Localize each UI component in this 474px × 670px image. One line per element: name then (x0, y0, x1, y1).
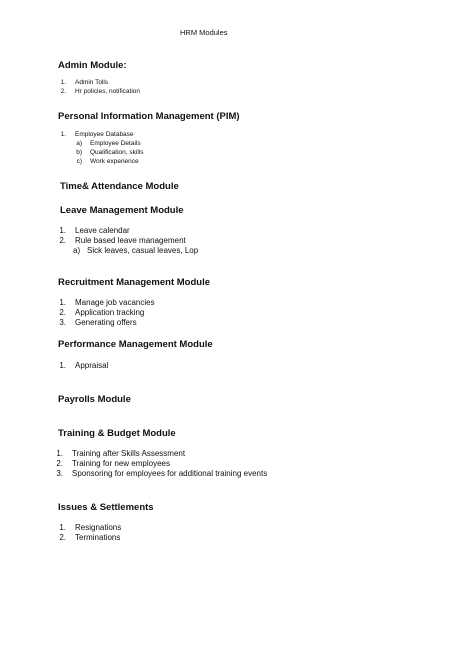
list-item: 2. Application tracking (59, 308, 145, 318)
list-item: 1. Appraisal (59, 361, 109, 370)
list-subitem: b) Qualification, skills (76, 149, 144, 156)
admin-list (58, 78, 140, 96)
list-item: 2. Rule based leave management (59, 236, 186, 246)
section-heading-leave: Leave Management Module (60, 205, 184, 216)
training-list (54, 449, 267, 480)
list-item: 3. Sponsoring for employees for additional training events (56, 469, 268, 479)
page-title: HRM Modules (180, 28, 228, 37)
leave-list (57, 226, 198, 257)
list-subitem: c) Work experience (76, 158, 139, 165)
section-heading-recruitment: Recruitment Management Module (58, 277, 211, 288)
section-heading-time-attendance: Time& Attendance Module (60, 181, 179, 192)
list-item: 1. Manage job vacancies (59, 298, 155, 307)
list-subitem: a) Employee Details (76, 140, 141, 147)
issues-list (57, 523, 121, 543)
list-item: 3. Generating offers (59, 318, 137, 328)
section-heading-performance: Performance Management Module (58, 339, 213, 350)
section-heading-payrolls: Payrolls Module (58, 394, 131, 405)
list-item: 1. Admin Tolls (60, 79, 109, 86)
section-heading-admin: Admin Module: (58, 60, 127, 71)
list-item: 2. Hr policies, notification (60, 88, 141, 95)
list-subitem: a) Sick leaves, casual leaves, Lop (73, 246, 199, 256)
recruitment-list (57, 298, 155, 329)
section-heading-training: Training & Budget Module (58, 428, 176, 439)
list-item: 1. Resignations (59, 523, 122, 532)
list-item: 1. Training after Skills Assessment (56, 449, 186, 458)
list-item: 2. Terminations (59, 533, 121, 543)
section-heading-pim: Personal Information Management (PIM) (58, 111, 240, 122)
section-heading-issues: Issues & Settlements (58, 502, 154, 513)
list-item: 1. Leave calendar (59, 226, 130, 235)
pim-list (58, 130, 143, 166)
list-item: 2. Training for new employees (56, 459, 170, 469)
list-item: 1. Employee Database (60, 131, 134, 138)
performance-list (57, 361, 108, 371)
